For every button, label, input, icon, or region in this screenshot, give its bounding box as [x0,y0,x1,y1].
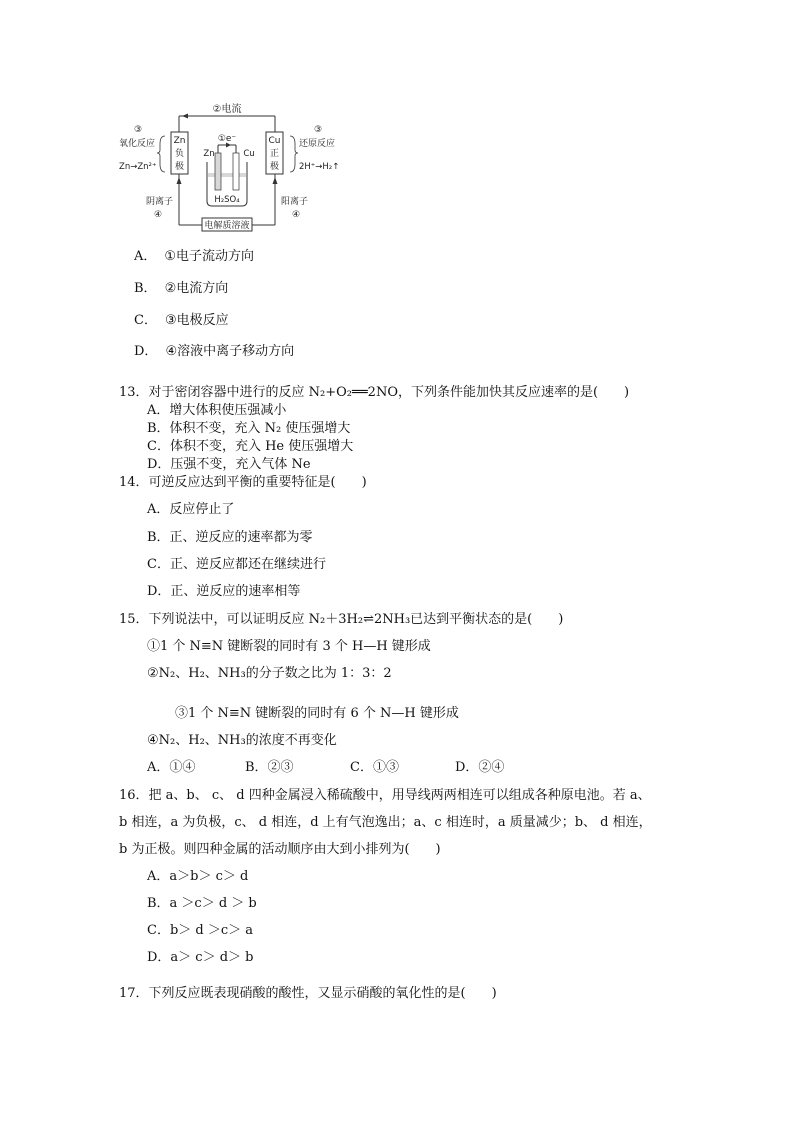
q15-choice-b: B．②③ [245,760,294,775]
q16-option-c: C．b＞ d ＞c＞ a [147,923,254,938]
q14-option-a: A．反应停止了 [147,502,235,517]
oxidation-eq: Zn→Zn²⁺ [119,162,157,172]
electrolyte-label: 电解质溶液 [204,221,250,231]
left-circle-3: ③ [133,125,143,135]
positive-electrode-ji: 极 [269,162,280,172]
q15-item-1: ①1 个 N≡N 键断裂的同时有 3 个 H—H 键形成 [147,639,431,654]
q12-option-c: C． ③电极反应 [134,313,229,328]
q16-option-b: B．a ＞c＞ d ＞ b [147,896,257,911]
q12-option-b: B． ②电流方向 [134,281,229,296]
q16-option-a: A．a＞b＞ c＞ d [147,869,249,884]
current-label: ②电流 [212,104,242,115]
q14-stem: 14．可逆反应达到平衡的重要特征是( ) [119,475,367,490]
q13-option-b: B．体积不变，充入 N₂ 使压强增大 [147,421,351,436]
q15-item-2: ②N₂、H₂、NH₃的分子数之比为 1：3：2 [147,666,392,681]
q14-option-d: D．正、逆反应的速率相等 [147,584,301,599]
q15-choice-a: A．①④ [147,760,196,775]
negative-electrode-fu: 负 [174,149,185,159]
negative-electrode-ji: 极 [174,162,185,172]
q14-option-b: B．正、逆反应的速率都为零 [147,530,313,545]
reduction-label: 还原反应 [299,139,336,149]
cation-label: 阳离子 [281,197,309,207]
negative-electrode-zn: Zn [173,136,186,146]
cation-circle-4: ④ [291,210,301,220]
right-circle-3: ③ [313,125,323,135]
q17-stem: 17．下列反应既表现硝酸的酸性，又显示硝酸的氧化性的是( ) [119,986,497,1001]
q13-stem: 13．对于密闭容器中进行的反应 N₂+O₂══2NO，下列条件能加快其反应速率的是( ) [119,385,630,400]
q16-stem-line-2: b 相连，a 为负极，c、 d 相连，d 上有气泡逸出；a、c 相连时，a 质量减少；b、 d 相连， [119,815,652,830]
q12-option-a: A． ①电子流动方向 [134,249,255,264]
q16-stem-line-3: b 为正极。则四种金属的活动顺序由大到小排列为( ) [119,842,441,857]
positive-electrode-cu: Cu [268,136,281,146]
electron-label: ①e⁻ [217,134,237,144]
q15-item-3: ③1 个 N≡N 键断裂的同时有 6 个 N—H 键形成 [175,706,459,721]
reduction-eq: 2H⁺→H₂↑ [299,162,340,172]
q14-option-c: C．正、逆反应都还在继续进行 [147,557,326,572]
cu-plate [233,153,239,190]
anion-circle-4: ④ [153,210,163,220]
q15-choice-d: D．②④ [455,760,505,775]
anion-label: 阴离子 [146,197,174,207]
q13-option-a: A．增大体积使压强减小 [147,403,287,418]
oxidation-label: 氧化反应 [119,139,156,149]
positive-electrode-zheng: 正 [269,149,280,159]
zn-plate [215,153,221,190]
q16-option-d: D．a＞ c＞ d＞ b [147,950,254,965]
q16-stem-line-1: 16．把 a、b、 c、 d 四种金属浸入稀硫酸中，用导线两两相连可以组成各种原电池。若 a、 [119,788,651,803]
h2so4-label: H₂SO₄ [214,195,240,205]
q15-stem: 15．下列说法中，可以证明反应 N₂＋3H₂⇌2NH₃已达到平衡状态的是( ) [119,612,564,627]
q12-option-d: D． ④溶液中离子移动方向 [134,344,295,359]
zn-label: Zn [203,149,215,159]
q15-item-4: ④N₂、H₂、NH₃的浓度不再变化 [147,733,337,748]
galvanic-cell-diagram [118,98,340,234]
cu-label: Cu [243,149,255,159]
q13-option-c: C．体积不变，充入 He 使压强增大 [147,439,354,454]
q13-option-d: D．压强不变，充入气体 Ne [147,457,311,472]
q15-choice-c: C．①③ [350,760,399,775]
